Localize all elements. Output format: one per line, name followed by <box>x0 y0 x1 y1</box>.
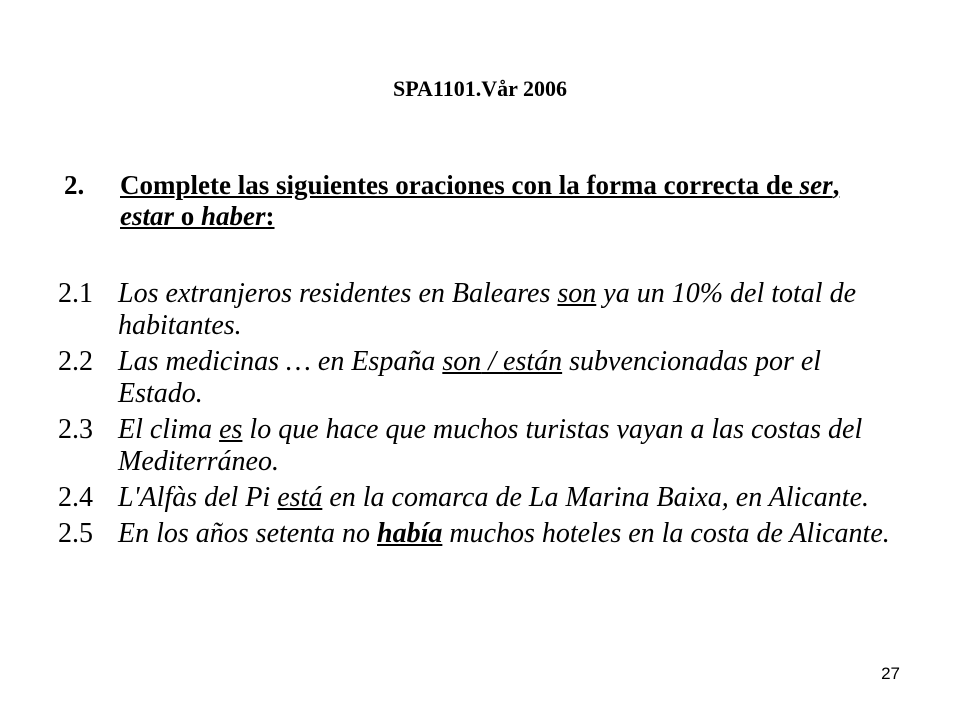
sentence-after: lo que hace que muchos turistas vayan a las costas del Mediterráneo. <box>118 414 863 477</box>
exercise-instruction <box>64 170 894 232</box>
sentence-text <box>118 346 908 410</box>
exercise-number: 2. <box>64 170 85 200</box>
sentence-after: muchos hoteles en la costa de Alicante. <box>442 518 890 549</box>
sentence-number: 2.3 <box>58 414 93 445</box>
sentence-answer: es <box>219 414 243 445</box>
sentence-text <box>118 278 908 342</box>
sentence-before: Los extranjeros residentes en Baleares <box>118 278 558 309</box>
sentence-item-2-3 <box>58 414 908 478</box>
verb-ser: ser <box>799 170 833 200</box>
sentence-after: subvencionadas por el Estado. <box>118 346 822 409</box>
sentence-item-2-1 <box>58 278 908 342</box>
sentence-text <box>118 482 908 514</box>
sentence-after: en la comarca de La Marina Baixa, en Alicante. <box>322 482 869 513</box>
instruction-or: o <box>174 201 201 231</box>
sentence-answer-b: están <box>503 346 563 377</box>
sentence-number: 2.2 <box>58 346 93 377</box>
sentence-item-2-4 <box>58 482 908 514</box>
instruction-colon: : <box>265 201 275 231</box>
page-number: 27 <box>881 664 900 683</box>
sentence-before: En los años setenta no <box>118 518 377 549</box>
sentence-before: L'Alfàs del Pi <box>118 482 278 513</box>
page-header: SPA1101.Vår 2006 <box>393 76 567 101</box>
sentence-item-2-5 <box>58 518 908 550</box>
sentence-before: Las medicinas … en España <box>118 346 443 377</box>
sentence-answer: son <box>557 278 597 309</box>
sentence-text <box>118 518 908 550</box>
sentence-answer: había <box>377 518 443 549</box>
sentence-number: 2.5 <box>58 518 93 549</box>
verb-estar: estar <box>120 201 174 231</box>
sentence-item-2-2 <box>58 346 908 410</box>
sentence-text <box>118 414 908 478</box>
sentence-number: 2.4 <box>58 482 93 513</box>
verb-haber: haber <box>201 201 266 231</box>
sentence-before: El clima <box>118 414 220 445</box>
sentence-answer-a: son <box>442 346 482 377</box>
sentence-answer <box>442 346 562 377</box>
sentence-number: 2.1 <box>58 278 93 309</box>
exercise-instruction-text <box>120 170 894 232</box>
sentence-after: ya un 10% del total de habitantes. <box>118 278 857 341</box>
sentence-list <box>58 278 908 554</box>
instruction-comma: , <box>832 170 840 200</box>
sentence-answer-separator: / <box>481 346 504 377</box>
instruction-part: Complete las siguientes oraciones con la forma correcta de <box>120 170 800 200</box>
sentence-answer: está <box>277 482 323 513</box>
